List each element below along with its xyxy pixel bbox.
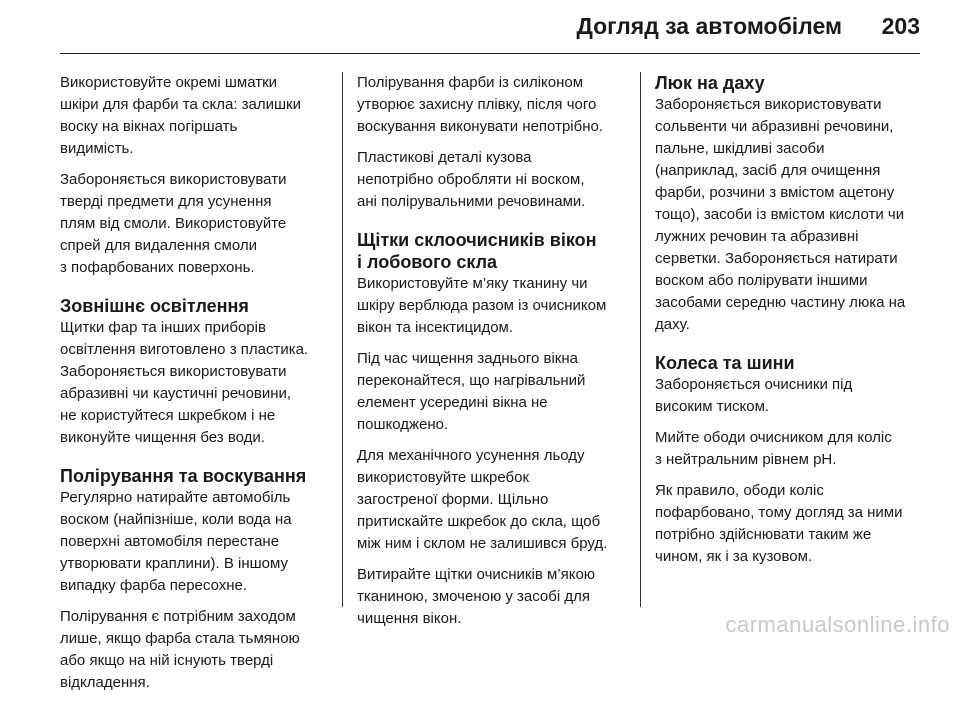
section-heading	[60, 465, 328, 487]
text-line: непотрібно обробляти ні воском,	[357, 171, 585, 188]
text-line: поверхні автомобіля перестане	[60, 533, 280, 550]
text-line: високим тиском.	[655, 398, 770, 415]
page-title: Догляд за автомобілем	[576, 13, 842, 39]
page-header	[0, 0, 960, 60]
text-line: сольвенти чи абразивні речовини,	[655, 118, 894, 135]
section-heading	[655, 72, 927, 94]
text-line: Забороняється використовувати	[60, 363, 287, 380]
text-line: тканиною, змоченою у засобі для	[357, 588, 590, 605]
text-line: тощо), засоби із вмістом кислоти чи	[655, 206, 905, 223]
text-line: Мийте ободи очисником для коліс	[655, 429, 892, 446]
section-heading-line: Щітки склоочисників вікон	[357, 230, 597, 250]
paragraph	[655, 374, 927, 418]
text-line: Витирайте щітки очисників м’якою	[357, 566, 596, 583]
paragraph	[357, 445, 625, 555]
text-line: чином, як і за кузовом.	[655, 548, 813, 565]
paragraph	[60, 317, 328, 449]
text-line: засобами середню частину люка на	[655, 294, 906, 311]
paragraph	[60, 169, 328, 279]
paragraph	[60, 606, 328, 694]
text-line: тверді предмети для усунення	[60, 193, 272, 210]
text-line: вікон та інсектицидом.	[357, 319, 514, 336]
text-line: шкіри для фарби та скла: залишки	[60, 96, 301, 113]
text-line: фарби, розчини з вмістом ацетону	[655, 184, 895, 201]
text-line: Забороняється очисники під	[655, 376, 853, 393]
text-line: лужних речовин та абразивні	[655, 228, 859, 245]
text-line: відкладення.	[60, 674, 150, 691]
text-line: між ним і склом не залишився бруд.	[357, 535, 608, 552]
text-line: абразивні чи каустичні речовини,	[60, 385, 292, 402]
text-column-3	[655, 72, 927, 577]
text-line: утворює захисну плівку, після чого	[357, 96, 597, 113]
text-line: спрей для видалення смоли	[60, 237, 257, 254]
section-heading-line: і лобового скла	[357, 252, 498, 272]
text-line: потрібно здійснювати таким же	[655, 526, 872, 543]
text-line: не користуйтеся шкребком і не	[60, 407, 276, 424]
section-heading-line: Люк на даху	[655, 73, 765, 93]
column-divider	[342, 72, 343, 607]
text-line: Забороняється використовувати	[60, 171, 287, 188]
text-line: Як правило, ободи коліс	[655, 482, 824, 499]
text-line: Полірування є потрібним заходом	[60, 608, 296, 625]
text-line: шкіру верблюда разом із очисником	[357, 297, 607, 314]
paragraph	[655, 480, 927, 568]
paragraph	[357, 348, 625, 436]
text-column-2	[357, 72, 625, 639]
text-line: даху.	[655, 316, 690, 333]
paragraph	[357, 72, 625, 138]
section-heading-line: Колеса та шини	[655, 353, 795, 373]
text-line: Регулярно натирайте автомобіль	[60, 489, 291, 506]
text-line: з нейтральним рівнем pH.	[655, 451, 837, 468]
text-line: використовуйте шкребок	[357, 469, 530, 486]
paragraph	[60, 72, 328, 160]
text-line: випадку фарба пересохне.	[60, 577, 248, 594]
text-line: Полірування фарби із силіконом	[357, 74, 584, 91]
section-heading	[60, 295, 328, 317]
text-line: притискайте шкребок до скла, щоб	[357, 513, 601, 530]
text-line: пальне, шкідливі засоби	[655, 140, 825, 157]
paragraph	[357, 273, 625, 339]
header-rule	[60, 53, 920, 54]
section-heading-line: Зовнішнє освітлення	[60, 296, 249, 316]
paragraph	[655, 427, 927, 471]
text-line: пофарбовано, тому догляд за ними	[655, 504, 903, 521]
text-line: виконуйте чищення без води.	[60, 429, 265, 446]
paragraph	[60, 487, 328, 597]
text-line: переконайтеся, що нагрівальний	[357, 372, 586, 389]
text-line: Забороняється використовувати	[655, 96, 882, 113]
text-line: чищення вікон.	[357, 610, 462, 627]
text-line: елемент усередині вікна не	[357, 394, 548, 411]
paragraph	[357, 564, 625, 630]
text-line: воском або полірувати іншими	[655, 272, 868, 289]
paragraph	[357, 147, 625, 213]
column-divider	[640, 72, 641, 607]
watermark: carmanualsonline.info	[725, 612, 950, 637]
section-heading-line: Полірування та воскування	[60, 466, 307, 486]
section-heading	[655, 352, 927, 374]
text-line: Пластикові деталі кузова	[357, 149, 532, 166]
text-line: серветки. Забороняється натирати	[655, 250, 898, 267]
text-line: Використовуйте м’яку тканину чи	[357, 275, 588, 292]
page-number: 203	[881, 13, 920, 39]
text-column-1	[60, 72, 328, 703]
text-line: Щитки фар та інших приборів	[60, 319, 266, 336]
text-line: пошкоджено.	[357, 416, 449, 433]
text-line: Для механічного усунення льоду	[357, 447, 585, 464]
text-line: Використовуйте окремі шматки	[60, 74, 278, 91]
section-heading	[357, 229, 625, 273]
text-line: воскування виконувати непотрібно.	[357, 118, 603, 135]
text-line: з пофарбованих поверхонь.	[60, 259, 255, 276]
text-line: утворювати краплини). В іншому	[60, 555, 288, 572]
text-line: (наприклад, засіб для очищення	[655, 162, 881, 179]
text-line: ані полірувальними речовинами.	[357, 193, 586, 210]
text-line: воском (найпізніше, коли вода на	[60, 511, 292, 528]
text-line: освітлення виготовлено з пластика.	[60, 341, 309, 358]
text-line: плям від смоли. Використовуйте	[60, 215, 287, 232]
text-line: лише, якщо фарба стала тьмяною	[60, 630, 300, 647]
text-line: загостреної форми. Щільно	[357, 491, 549, 508]
text-line: воску на вікнах погіршать	[60, 118, 238, 135]
text-line: або якщо на ній існують тверді	[60, 652, 274, 669]
text-line: видимість.	[60, 140, 134, 157]
text-line: Під час чищення заднього вікна	[357, 350, 578, 367]
paragraph	[655, 94, 927, 336]
